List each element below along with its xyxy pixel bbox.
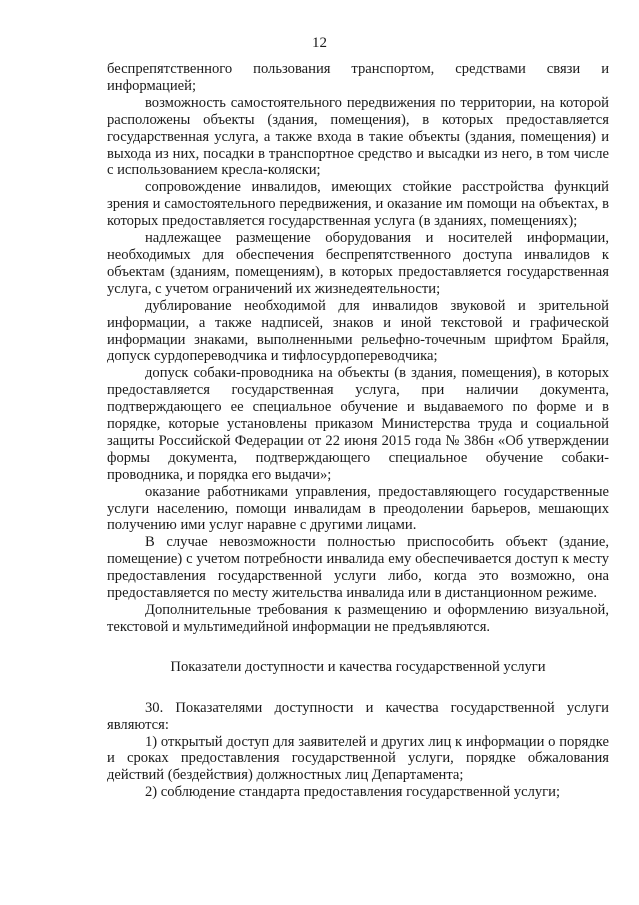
- paragraph: беспрепятственного пользования транспортом, средствами связи и информацией;: [107, 61, 609, 94]
- paragraph: дублирование необходимой для инвалидов звуковой и зрительной информации, а также надписей, знаков и иной текстовой и графической информации знаками, выполненными рельефно-точечным шрифтом Брайля, допуск сурдопереводчика и тифлосурдопереводчика;: [107, 297, 609, 365]
- document-body: [107, 61, 609, 801]
- paragraph: оказание работниками управления, предоставляющего государственные услуги населению, помощи инвалидам в преодолении барьеров, мешающих получению ими услуг наравне с другими лицами.: [107, 483, 609, 534]
- paragraph: 1) открытый доступ для заявителей и других лиц к информации о порядке и сроках предоставления государственной услуги, порядке обжалования действий (бездействия) должностных лиц Департамента;: [107, 733, 609, 784]
- paragraph: 30. Показателями доступности и качества государственной услуги являются:: [107, 699, 609, 733]
- paragraph: В случае невозможности полностью приспособить объект (здание, помещение) с учетом потребности инвалида ему обеспечивается доступ к месту предоставления государственной услуги либо, когда это возможно, она предоставляется по месту жительства инвалида или в дистанционном режиме.: [107, 534, 609, 602]
- paragraph: возможность самостоятельного передвижения по территории, на которой расположены объекты (здания, помещения), в которых предоставляется государственная услуга, а также входа в такие объекты (здания, помещения) и выхода из них, посадки в транспортное средство и высадки из него, в том числе с использованием кресла-коляски;: [107, 94, 609, 179]
- paragraph: 2) соблюдение стандарта предоставления государственной услуги;: [145, 784, 561, 801]
- page-number: 12: [312, 35, 327, 51]
- paragraph: надлежащее размещение оборудования и носителей информации, необходимых для обеспечения беспрепятственного доступа инвалидов к объектам (зданиям, помещениям), в которых предоставляется государственная услуга, с учетом ограничений их жизнедеятельности;: [107, 230, 609, 297]
- section-heading: Показатели доступности и качества государственной услуги: [170, 658, 546, 675]
- paragraph: Дополнительные требования к размещению и оформлению визуальной, текстовой и мультимедийной информации не предъявляются.: [107, 602, 609, 635]
- paragraph: допуск собаки-проводника на объекты (в здания, помещения), в которых предоставляется государственная услуга, при наличии документа, подтверждающего ее специальное обучение и выдаваемого по форме и в порядке, которые установлены приказом Министерства труда и социальной защиты Российской Федерации от 22 июня 2015 года № 386н «Об утверждении формы документа, подтверждающего специальное обучение собаки-проводника, и порядка его выдачи»;: [107, 365, 609, 483]
- paragraph: сопровождение инвалидов, имеющих стойкие расстройства функций зрения и самостоятельного передвижения, и оказание им помощи на объектах, в которых предоставляется государственная услуга (в зданиях, помещениях);: [107, 179, 609, 230]
